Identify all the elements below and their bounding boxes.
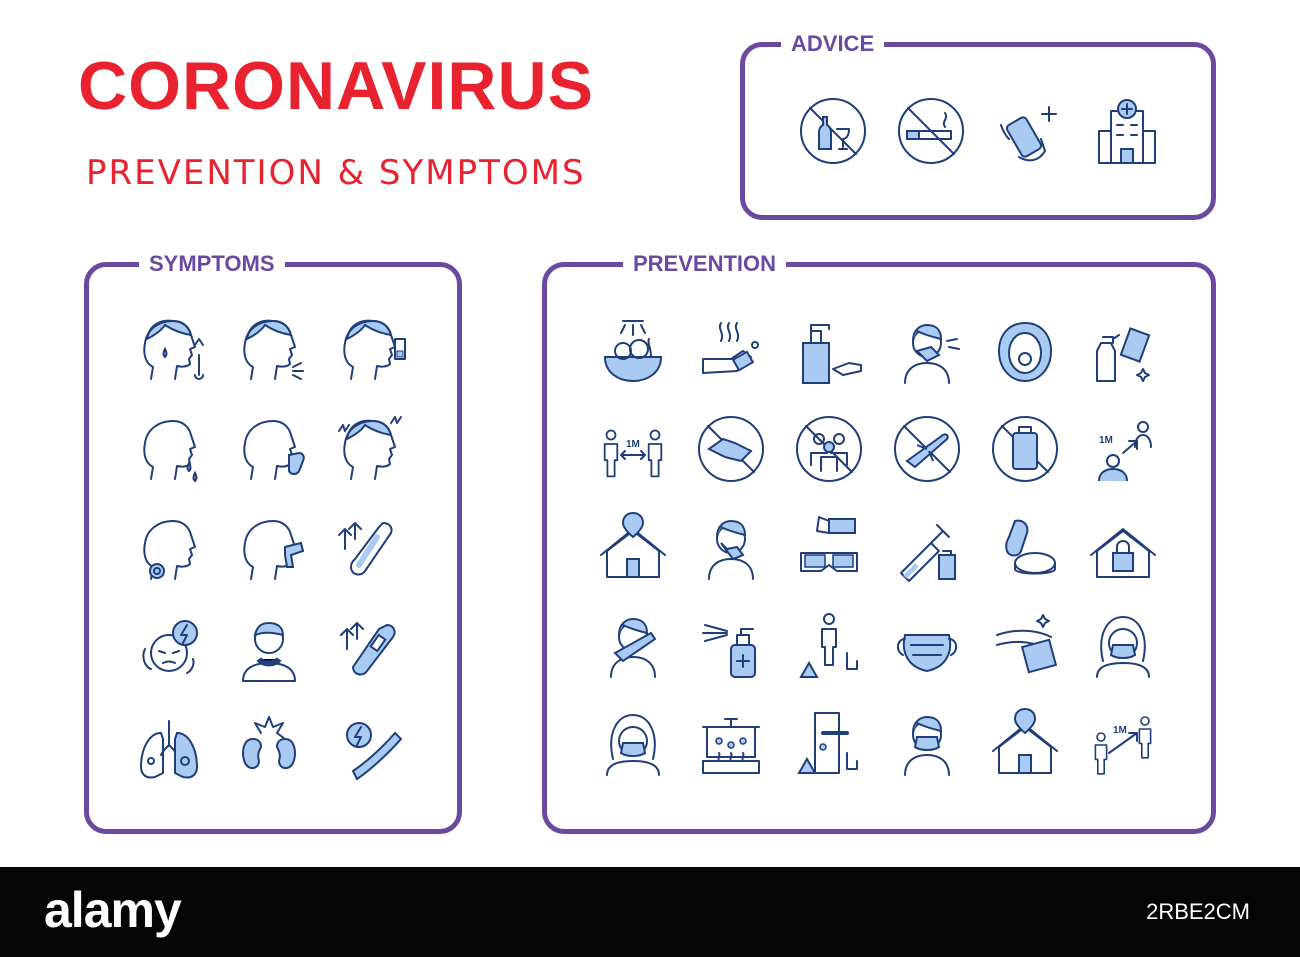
home-pin-icon — [985, 703, 1065, 783]
cover-sneeze-icon — [887, 311, 967, 391]
svg-text:1M: 1M — [1099, 435, 1113, 446]
swollen-lymph-icon — [129, 509, 209, 589]
no-touch-face-icon — [691, 507, 771, 587]
no-smoking-icon — [891, 91, 971, 171]
stress-headache-icon — [129, 609, 209, 689]
sore-throat-icon — [229, 609, 309, 689]
home-lockdown-icon — [1083, 507, 1163, 587]
wash-hands-icon — [691, 311, 771, 391]
page-title: CORONAVIRUS — [78, 48, 594, 124]
woman-mask-icon — [1083, 605, 1163, 685]
woman-mask-2-icon — [593, 703, 673, 783]
respirator-mask-icon — [985, 311, 1065, 391]
advice-panel — [740, 31, 1216, 220]
prevention-label: PREVENTION — [623, 251, 786, 277]
symptoms-label: SYMPTOMS — [139, 251, 285, 277]
distance-people-icon — [1083, 703, 1163, 783]
no-handshake-icon — [691, 409, 771, 489]
door-handle-icon — [789, 703, 869, 783]
svg-text:1M: 1M — [1113, 725, 1127, 736]
infected-lungs-icon — [129, 709, 209, 789]
cough-elbow-icon — [593, 605, 673, 685]
symptoms-panel — [84, 251, 462, 834]
man-mask-icon — [887, 703, 967, 783]
temperature-check-icon — [229, 509, 309, 589]
footer-logo: alamy — [44, 882, 181, 938]
advice-label: ADVICE — [781, 31, 884, 57]
fatigue-battery-icon — [329, 309, 409, 389]
disinfect-surface-icon — [1083, 311, 1163, 391]
no-alcohol-icon — [793, 91, 873, 171]
prevention-panel — [542, 251, 1216, 834]
runny-nose-icon — [129, 409, 209, 489]
sanitizer-spray-icon — [691, 605, 771, 685]
page-subtitle: PREVENTION & SYMPTOMS — [86, 153, 586, 193]
svg-text:1M: 1M — [626, 439, 640, 450]
boil-water-icon — [691, 703, 771, 783]
fever-sweat-icon — [129, 309, 209, 389]
wash-food-icon — [593, 311, 673, 391]
no-luggage-icon — [985, 409, 1065, 489]
home-location-icon — [593, 507, 673, 587]
hand-sanitizer-icon — [789, 311, 869, 391]
footer-image-id: 2RBE2CM — [1146, 899, 1250, 924]
footer-bar — [0, 867, 1300, 957]
gloves-goggles-icon — [789, 507, 869, 587]
face-mask-icon — [887, 605, 967, 685]
no-crowd-icon — [789, 409, 869, 489]
no-travel-icon — [887, 409, 967, 489]
phone-doctor-icon — [989, 91, 1069, 171]
muscle-pain-icon — [329, 709, 409, 789]
keep-distance-icon — [1083, 409, 1163, 489]
warning-person-icon — [789, 605, 869, 685]
kidney-pain-icon — [229, 709, 309, 789]
vaccine-icon — [887, 507, 967, 587]
high-thermometer-icon — [329, 509, 409, 589]
shortness-of-breath-icon — [229, 309, 309, 389]
headache-icon — [329, 409, 409, 489]
hospital-icon — [1087, 91, 1167, 171]
digital-thermometer-icon — [329, 609, 409, 689]
cough-icon — [229, 409, 309, 489]
cleaning-wipe-icon — [985, 605, 1065, 685]
distance-1m-icon — [593, 409, 673, 489]
pills-icon — [985, 507, 1065, 587]
